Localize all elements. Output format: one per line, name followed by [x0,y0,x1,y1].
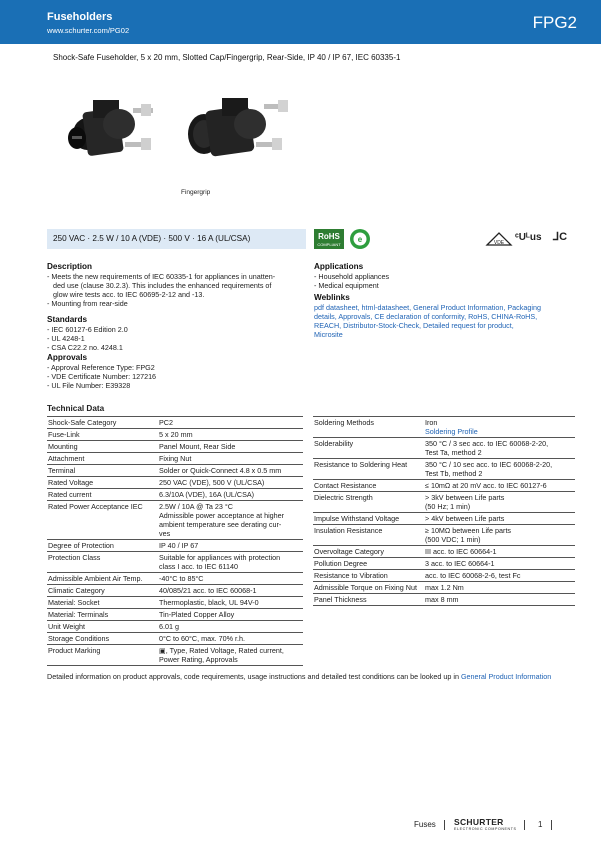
vde-logo-text: VDE [493,240,505,246]
standards-section [47,313,302,352]
table-key: Soldering Methods [314,418,374,427]
table-key: Unit Weight [48,622,86,631]
table-value-line: Test Tb, method 2 [425,469,483,478]
table-row [47,477,303,489]
table-value [159,621,303,632]
weblinks-section [314,291,574,339]
category-url[interactable]: www.schurter.com/PG02 [47,26,130,35]
table-value-line: class I acc. to IEC 61140 [159,562,238,571]
table-value-line: > 4kV between Life parts [425,514,505,523]
table-value [425,582,575,593]
table-row [47,489,303,501]
applications-item: - Medical equipment [314,281,379,291]
table-value-line: Suitable for appliances with protection [159,553,281,562]
table-value [425,570,575,581]
applications-title: Applications [314,262,364,271]
table-key: Insulation Resistance [314,526,383,535]
table-key: Shock-Safe Category [48,418,117,427]
table-value-line: max 1.2 Nm [425,583,464,592]
table-row [47,501,303,540]
table-key: Storage Conditions [48,634,110,643]
vde-logo [485,231,513,247]
table-key: Admissible Torque on Fixing Nut [314,583,417,592]
table-value-line: Iron [425,418,438,427]
table-value-line: ▣, Type, Rated Voltage, Rated current, [159,646,284,655]
weblinks-line[interactable]: details, Approvals, CE declaration of conformity, RoHS, CHINA-RoHS, [314,312,538,322]
table-key: Dielectric Strength [314,493,373,502]
table-row [47,465,303,477]
table-value [425,513,575,524]
table-value [159,540,303,551]
table-value [159,597,303,608]
table-value [425,558,575,569]
table-row [313,525,575,546]
table-value [425,594,575,605]
table-row [313,570,575,582]
table-value-line: 0°C to 60°C, max. 70% r.h. [159,634,246,643]
table-row [313,546,575,558]
table-value-line: III acc. to IEC 60664-1 [425,547,497,556]
table-value [159,429,303,440]
table-row [313,438,575,459]
table-value-line: 3 acc. to IEC 60664-1 [425,559,495,568]
table-value [159,609,303,620]
table-value-line: ≥ 10MΩ between Life parts [425,526,512,535]
table-key: Rated Power Acceptance IEC [48,502,143,511]
table-key: Pollution Degree [314,559,368,568]
technical-table-left [47,416,303,666]
weblinks-line[interactable]: Microsite [314,330,343,340]
table-row [313,480,575,492]
table-value [159,489,303,500]
applications-item: - Household appliances [314,272,390,282]
table-row [313,513,575,525]
page-number: 1 [538,820,543,829]
table-value [159,552,303,572]
table-value [159,453,303,464]
table-value-line: 6.3/10A (VDE), 16A (UL/CSA) [159,490,255,499]
technical-table-right [313,416,575,606]
product-code: FPG2 [532,13,577,32]
footer-section: Fuses [414,820,436,829]
table-value [159,417,303,428]
table-key: Material: Terminals [48,610,109,619]
table-row [47,633,303,645]
table-row [47,429,303,441]
table-value-line: -40°C to 85°C [159,574,204,583]
table-value [425,492,575,512]
table-value-line: Admissible power acceptance at higher [159,511,285,520]
table-value [159,573,303,584]
weblinks-line[interactable]: REACH, Distributor-Stock-Check, Detailed request for product, [314,321,514,331]
technical-data-title: Technical Data [47,404,105,413]
table-value [425,546,575,557]
table-key: Product Marking [48,646,101,655]
table-value [159,477,303,488]
table-row [47,441,303,453]
table-row [47,609,303,621]
table-value [159,633,303,644]
table-value [425,480,575,491]
table-value [425,417,575,437]
description-title: Description [47,262,93,271]
table-value [159,465,303,476]
table-key: Rated current [48,490,92,499]
table-row [47,645,303,666]
page-header [0,0,601,44]
rohs-logo [314,229,344,249]
table-value-line: 2.5W / 10A @ Ta 23 °C [159,502,233,511]
table-value-line: acc. to IEC 60068-2-6, test Fc [425,571,521,580]
table-value-line: > 3kV between Life parts [425,493,505,502]
weblinks-title: Weblinks [314,293,350,302]
footer-divider [444,820,445,830]
description-section [47,260,302,308]
table-value-line: 40/085/21 acc. to IEC 60068-1 [159,586,257,595]
table-value [159,585,303,596]
approvals-item: - UL File Number: E39328 [47,381,131,391]
standards-item: - CSA C22.2 no. 4248.1 [47,343,123,353]
footnote-text: Detailed information on product approvals, code requirements, usage instructions and detailed test conditions can be looked up in [47,672,459,681]
footer-brand-logo [454,818,517,831]
rating-bar: 250 VAC · 2.5 W / 10 A (VDE) · 500 V · 16 A (UL/CSA) [47,229,306,249]
table-key: Attachment [48,454,85,463]
table-row [47,621,303,633]
table-row [313,492,575,513]
product-subtitle: Shock-Safe Fuseholder, 5 x 20 mm, Slotted Cap/Fingergrip, Rear-Side, IP 40 / IP 67, IEC 60335-1 [53,53,401,62]
table-key: Rated Voltage [48,478,94,487]
svg-text:e: e [357,235,363,244]
standards-item: - UL 4248-1 [47,334,85,344]
photo-caption: Fingergrip [181,189,211,196]
table-value-line: 5 x 20 mm [159,430,193,439]
table-value [425,525,575,545]
standards-title: Standards [47,315,88,324]
table-value-line: 350 °C / 10 sec acc. to IEC 60068-2-20, [425,460,553,469]
table-key: Overvoltage Category [314,547,384,556]
table-row [47,552,303,573]
table-value-line: 350 °C / 3 sec acc. to IEC 60068-2-20, [425,439,549,448]
table-row [47,540,303,552]
general-info-link[interactable]: General Product Information [460,672,552,681]
description-line: - Mounting from rear-side [47,299,128,309]
table-key: Mounting [48,442,78,451]
table-value-line: PC2 [159,418,173,427]
table-key: Fuse-Link [48,430,80,439]
table-value [425,459,575,479]
table-key: Terminal [48,466,76,475]
table-value-line: (500 VDC; 1 min) [425,535,481,544]
table-row [47,573,303,585]
table-value-line: ≤ 10mΩ at 20 mV acc. to IEC 60127-6 [425,481,547,490]
table-value-line: Test Ta, method 2 [425,448,482,457]
weblinks-line[interactable]: pdf datasheet, html-datasheet, General Product Information, Packaging [314,303,541,313]
category-title: Fuseholders [47,11,113,23]
table-key: Protection Class [48,553,101,562]
table-row [313,459,575,480]
table-value-line: Tin-Plated Copper Alloy [159,610,235,619]
table-value-line: ambient temperature see derating cur- [159,520,282,529]
table-value-line: Panel Mount, Rear Side [159,442,236,451]
approvals-item: - VDE Certificate Number: 127216 [47,372,157,382]
table-value-line: Solder or Quick-Connect 4.8 x 0.5 mm [159,466,282,475]
table-value-line: IP 40 / IP 67 [159,541,199,550]
table-key: Admissible Ambient Air Temp. [48,574,143,583]
table-value-line: max 8 mm [425,595,459,604]
table-key: Material: Socket [48,598,100,607]
table-value-line: Power Rating, Approvals [159,655,238,664]
ul-logo: ᶜUᴸus [515,232,542,243]
table-value-line: 250 VAC (VDE), 500 V (UL/CSA) [159,478,265,487]
china-rohs-logo [348,228,372,250]
table-value [159,441,303,452]
applications-section [314,260,574,290]
table-row [47,417,303,429]
footer-brand: SCHURTER [454,817,504,827]
footer-brand-sub: ELECTRONIC COMPONENTS [454,826,517,831]
description-line: glow wire tests acc. to IEC 60695-2-12 and -13. [53,290,205,300]
rohs-logo-text: RoHS [318,232,340,241]
standards-item: - IEC 60127-6 Edition 2.0 [47,325,128,335]
table-row [313,417,575,438]
approvals-title: Approvals [47,353,88,362]
footer-divider [524,820,525,830]
table-key: Panel Thickness [314,595,367,604]
table-row [47,453,303,465]
table-value-line: 6.01 g [159,622,179,631]
table-row [47,585,303,597]
table-key: Degree of Protection [48,541,114,550]
description-line: - Meets the new requirements of IEC 60335-1 for appliances in unatten- [47,272,276,282]
footnote [47,672,567,682]
table-value-line[interactable]: Soldering Profile [425,427,478,436]
table-key: Resistance to Vibration [314,571,388,580]
table-value-line: Fixing Nut [159,454,192,463]
table-row [313,558,575,570]
table-row [313,582,575,594]
fuseholder-fingergrip-photo [178,88,298,173]
table-value [425,438,575,458]
csa-logo: ⅃C [553,231,568,243]
table-value-line: ves [159,529,171,538]
table-row [313,594,575,606]
table-key: Impulse Withstand Voltage [314,514,400,523]
description-line: ded use (clause 30.2.3). This includes the enhanced requirements of [53,281,272,291]
table-key: Contact Resistance [314,481,377,490]
table-row [47,597,303,609]
footer-divider [551,820,552,830]
fuseholder-slotted-photo [55,88,165,173]
table-value [159,645,303,665]
table-key: Solderability [314,439,354,448]
table-key: Climatic Category [48,586,105,595]
table-value [159,501,303,539]
table-value-line: Thermoplastic, black, UL 94V-0 [159,598,259,607]
table-value-line: (50 Hz; 1 min) [425,502,471,511]
table-key: Resistance to Soldering Heat [314,460,408,469]
rohs-logo-subtext: COMPLIANT [317,242,341,247]
approvals-section [47,351,302,390]
approvals-item: - Approval Reference Type: FPG2 [47,363,155,373]
